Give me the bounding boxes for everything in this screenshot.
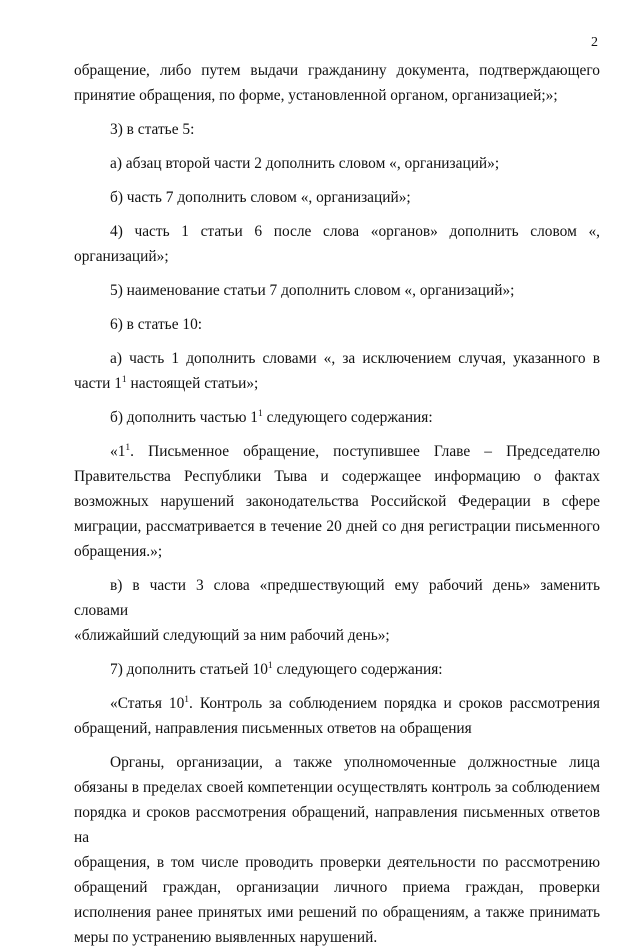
text-line: обращения, в том числе проводить проверки деятельности по рассмотрению [74,854,600,871]
text-line: «$1^1$. Письменное обращение, поступившее Главе – Председателю [110,443,600,460]
page-number: 2 [591,35,598,50]
paragraph-10 [74,439,600,564]
document-body [74,58,600,950]
text-line: порядка и сроков рассмотрения обращений, направления письменных ответов на [74,804,600,846]
text-line: а) абзац второй части 2 дополнить словом «, организаций»; [110,155,500,172]
text-line: следующего содержания: [272,661,443,678]
paragraph-11 [74,573,600,648]
superscript: 1 [121,375,127,385]
text-line: миграции, рассматривается в течение 20 дней со дня регистрации письменного [74,518,600,535]
text-line: б) часть 7 дополнить словом «, организаций»; [110,189,411,206]
text-line: 5) наименование статьи 7 дополнить словом «, организаций»; [110,282,515,299]
text-line: обращения.»; [74,543,163,560]
text-line: принятие обращения, по форме, установленной органом, организацией;»; [74,87,558,104]
text-line: меры по устранению выявленных нарушений. [74,929,378,946]
text-line: следующего содержания: [262,409,433,426]
superscript: 1 [125,443,131,453]
paragraph-13 [74,691,600,741]
text-line: обращений, направления письменных ответов на обращения [74,720,472,737]
text-line: Правительства Республики Тыва и содержащее информацию о фактах [74,468,600,485]
text-line: 4) часть 1 статьи 6 после слова «органов» дополнить словом «, [110,223,600,240]
text-line: 7) дополнить статьей 10 [110,661,268,678]
text-line: обязаны в пределах своей компетенции осуществлять контроль за соблюдением [74,779,600,796]
text-line: организаций»; [74,248,169,265]
text-line: а) часть 1 дополнить словами «, за исключением случая, указанного в [110,350,600,367]
paragraph-7 [74,312,600,337]
text-line: в) в части 3 слова «предшествующий ему рабочий день» заменить словами [74,577,600,619]
text-line: обращение, либо путем выдачи гражданину документа, подтверждающего [74,62,600,79]
text-line: «Статья $10^1$. Контроль за соблюдением порядка и сроков рассмотрения [110,695,601,712]
superscript: 1 [258,409,263,419]
superscript: 1 [267,661,273,671]
paragraph-4 [74,185,600,210]
paragraph-14 [74,750,600,950]
text-line: возможных нарушений законодательства Российской Федерации в сфере [74,493,600,510]
paragraph-6 [74,278,600,303]
text-line: «ближайший следующий за ним рабочий день»; [74,627,390,644]
paragraph-9 [74,405,600,430]
paragraph-5 [74,219,600,269]
paragraph-12 [74,657,600,682]
text-line: части $1^1$ настоящей статьи»; [74,375,259,392]
superscript: 1 [184,695,190,705]
text-line: 3) в статье 5: [110,121,195,138]
text-line: 6) в статье 10: [110,316,203,333]
paragraph-2 [74,117,600,142]
paragraph-3 [74,151,600,176]
text-line: б) дополнить частью 1 [110,409,258,426]
text-line: обращений граждан, организации личного приема граждан, проверки [74,879,600,896]
text-line: исполнения ранее принятых ими решений по обращениям, а также принимать [74,904,600,921]
paragraph-1 [74,58,600,108]
paragraph-8 [74,346,600,396]
text-line: Органы, организации, а также уполномоченные должностные лица [110,754,600,771]
